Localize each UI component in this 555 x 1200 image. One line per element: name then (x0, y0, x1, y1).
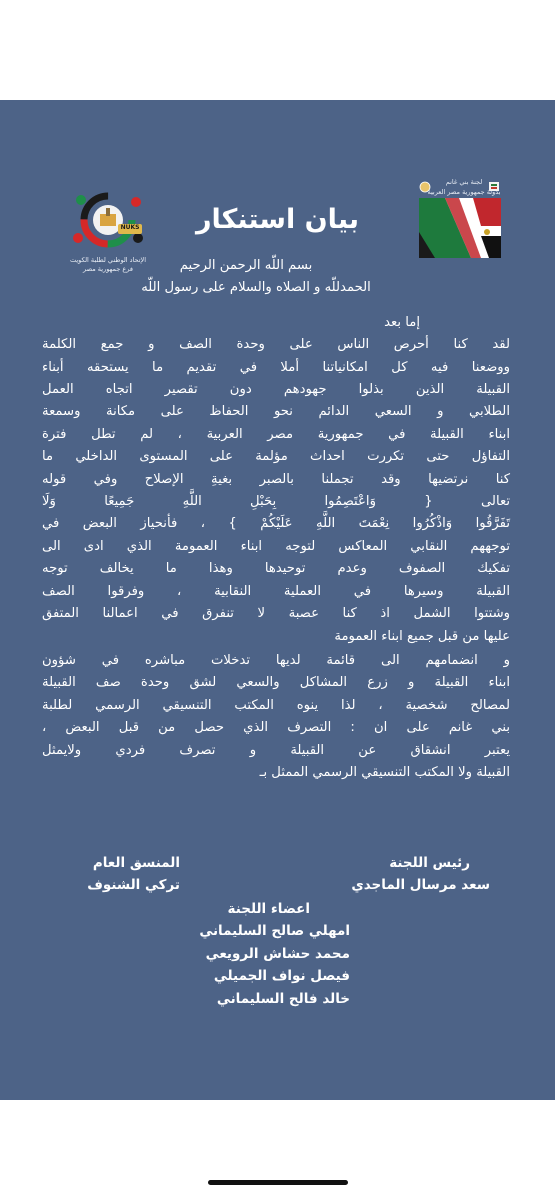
opening-line: إما بعد (384, 314, 420, 330)
member-name: خالد فالح السليماني (216, 990, 350, 1007)
nuks-emblem-icon (66, 188, 150, 254)
top-status-area (0, 0, 555, 100)
body-line: لقد كنا أحرص الناس على وحدة الصف و جمع الكلمة (42, 337, 510, 353)
coordinator-title: المنسق العام (92, 855, 180, 871)
nuks-logo-subcaption: فرع جمهورية مصر (83, 265, 133, 273)
committee-logo-caption: لجنة بني غانم (445, 178, 483, 186)
body-line: و انضمامهم الى قائمة لديها تدخلات مباشره في شؤون (42, 652, 510, 668)
statement-body (42, 255, 510, 784)
member-name: امهلي صالح السليماني (199, 923, 350, 940)
bottom-area (0, 1100, 555, 1200)
body-line: عليها من قبل جميع ابناء العمومة (334, 628, 510, 644)
body-line: الطلابي و السعي الدائم نحو الحفاظ على مكانة وسمعة (42, 404, 510, 420)
body-line: كنا نرتضيها وقد تجملنا بالصبر بغيةِ الإصلاح وفي قوله (42, 471, 510, 487)
chair-signature (300, 852, 490, 897)
body-line: تعالى { وَاعْتَصِمُوا بِحَبْلِ اللَّهِ جَمِيعًا وَلَا (42, 494, 510, 510)
nuks-logo-caption: الإتحاد الوطني لطلبة الكويت (69, 256, 147, 264)
body-line: يعتبر انشقاق عن القبيلة و تصرف فردي ولايمثل (42, 742, 510, 758)
body-line: وشتتوا الشمل اذ كنا عصبة لا تنفرق في اعمالنا المتفق (42, 606, 510, 622)
body-line: القبيلة ولا المكتب التنسيقي الرسمي الممثل بـ (259, 764, 510, 780)
nuks-badge: NUKS (120, 224, 140, 231)
body-line: تَفَرَّقُوا وَاذْكُرُوا نِعْمَتَ اللَّهِ عَلَيْكُمْ } ، فأنحياز البعض في (42, 516, 510, 532)
praise-line: الحمدللّه و الصلاه والسلام على رسول اللّه (141, 280, 371, 296)
statement-document (0, 100, 555, 1100)
body-line: توجههم النقابي المعاكس لتوجه ابناء العمومة الذي ادى الى (42, 538, 510, 554)
basmala: بسم اللّه الرحمن الرحيم (179, 258, 313, 273)
body-line: تفكيك الصفوف وعدم توحيدها وهذا ما يخالف توجه (42, 561, 510, 577)
body-line: القبيلة وسيرها في العملية النقابية ، وفرقوا الصف (42, 583, 510, 599)
body-line: بني غانم على ان : التصرف الذي حصل من قبل البعض ، (42, 720, 510, 736)
body-line: ابناء القبيلة و زرع المشاكل والسعي لشق وحدة صف القبيلة (42, 675, 510, 691)
members-title: اعضاء اللجنة (227, 901, 310, 917)
page-title: بيان استنكار (196, 204, 359, 235)
body-line: ووضعنا فيه كل امكانياتنا أملا في تقديم ما يستحقه أبناء (42, 359, 510, 375)
committee-logo-subcaption: بدولة جمهورية مصر العربية (427, 188, 501, 196)
chair-title: رئيس اللجنة (389, 855, 470, 871)
coordinator-signature (60, 852, 180, 897)
home-indicator[interactable] (208, 1180, 348, 1185)
body-line: ابناء القبيلة في جمهورية مصر العربية ، لم تطل فترة (42, 426, 510, 442)
member-name: محمد حشاش الرويعي (205, 945, 350, 962)
body-line: القبيلة الذين بذلوا جهودهم دون تقصير اتجاه العمل (42, 382, 510, 398)
body-line: التفاؤل حتى تكررت احداث مؤلمة على المستوى الداخلي ما (42, 449, 510, 465)
coordinator-name: تركي الشنوف (87, 877, 180, 894)
chair-name: سعد مرسال الماجدي (351, 877, 490, 894)
body-line: لمصالح شخصية ، لذا ينوه المكتب التنسيقي الرسمي لطلبة (42, 697, 510, 713)
member-name: فيصل نواف الجميلي (213, 968, 350, 985)
members-list (150, 898, 350, 1010)
